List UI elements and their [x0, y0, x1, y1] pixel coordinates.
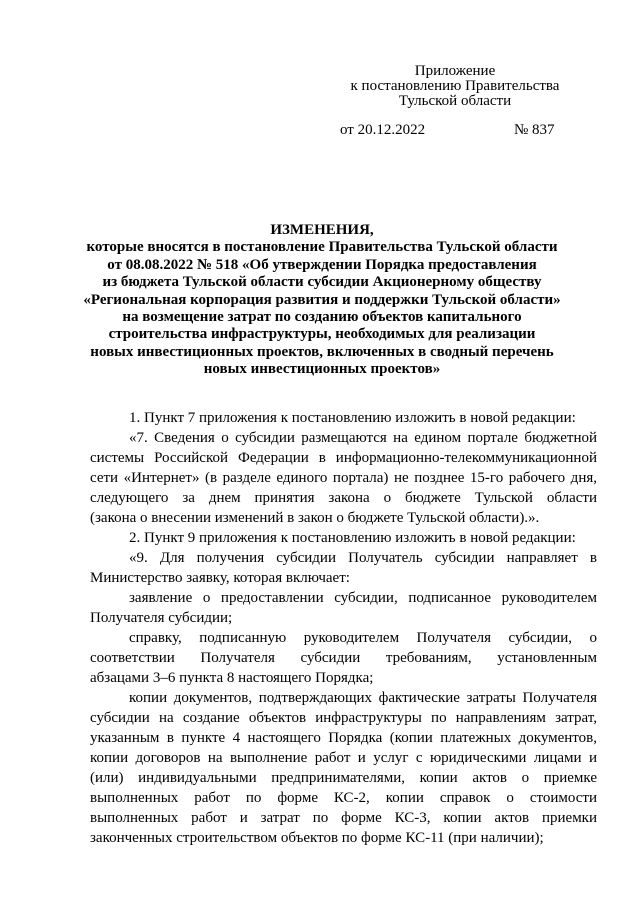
body-line: (или) индивидуальными предпринимателями, копии актов о приемке	[90, 770, 597, 786]
body-line: «7. Сведения о субсидии размещаются на едином портале бюджетной	[129, 430, 597, 446]
body-line: копии документов, подтверждающих фактические затраты Получателя	[129, 690, 597, 706]
annex-line: Приложение	[414, 63, 496, 79]
title-line: из бюджета Тульской области субсидии Акционерному обществу	[102, 274, 542, 291]
body-line: выполненных работ по форме КС-2, копии справок о стоимости	[90, 790, 597, 806]
title-line: от 08.08.2022 № 518 «Об утверждении Порядка предоставления	[107, 256, 537, 273]
body-line: Получателя субсидии;	[90, 610, 233, 626]
title-line: «Региональная корпорация развития и поддержки Тульской области»	[83, 291, 561, 308]
body-line: выполненных работ и затрат по форме КС-3, копии актов приемки	[90, 810, 597, 826]
body-line: абзацами 3–6 пункта 8 настоящего Порядка;	[90, 670, 374, 686]
body-line: Министерство заявку, которая включает:	[90, 570, 350, 586]
title-line: строительства инфраструктуры, необходимых для реализации	[108, 326, 536, 343]
body-line: (закона о внесении изменений в закон о бюджете Тульской области).».	[90, 510, 540, 526]
annex-line: к постановлению Правительства	[350, 78, 560, 94]
title-line: новых инвестиционных проектов»	[203, 361, 441, 378]
document-title	[80, 222, 564, 379]
body-line: копии договоров на выполнение работ и услуг с юридическими лицами и	[90, 750, 597, 766]
document-body	[90, 408, 597, 848]
body-line: субсидии на создание объектов инфраструктуры по направлениям затрат,	[90, 710, 597, 726]
body-line: заявление о предоставлении субсидии, подписанное руководителем	[129, 590, 597, 606]
body-line: 1. Пункт 7 приложения к постановлению изложить в новой редакции:	[129, 410, 576, 426]
title-heading: ИЗМЕНЕНИЯ,	[270, 222, 374, 238]
body-line: 2. Пункт 9 приложения к постановлению изложить в новой редакции:	[129, 530, 576, 546]
body-line: сети «Интернет» (в разделе единого портала) не позднее 15-го рабочего дня,	[90, 470, 597, 486]
annex-line: Тульской области	[398, 93, 512, 109]
body-line: справку, подписанную руководителем Получателя субсидии, о	[129, 630, 597, 646]
resolution-date: от 20.12.2022	[340, 122, 426, 138]
body-line: указанным в пункте 4 настоящего Порядка (копии платежных документов,	[90, 730, 597, 746]
title-line: на возмещение затрат по созданию объектов капитального	[122, 309, 522, 326]
body-line: законченных строительством объектов по форме КС-11 (при наличии);	[90, 830, 544, 846]
body-line: «9. Для получения субсидии Получатель субсидии направляет в	[129, 550, 597, 566]
body-line: следующего за днем принятия закона о бюджете Тульской области	[90, 490, 597, 506]
title-line: которые вносятся в постановление Правительства Тульской области	[86, 239, 558, 256]
title-line: новых инвестиционных проектов, включенных в сводный перечень	[90, 343, 554, 360]
annex-block	[340, 64, 570, 109]
resolution-number: № 837	[514, 122, 555, 138]
body-line: системы Российской Федерации в информационно-телекоммуникационной	[90, 450, 597, 466]
body-line: соответствии Получателя субсидии требованиям, установленным	[90, 650, 597, 666]
